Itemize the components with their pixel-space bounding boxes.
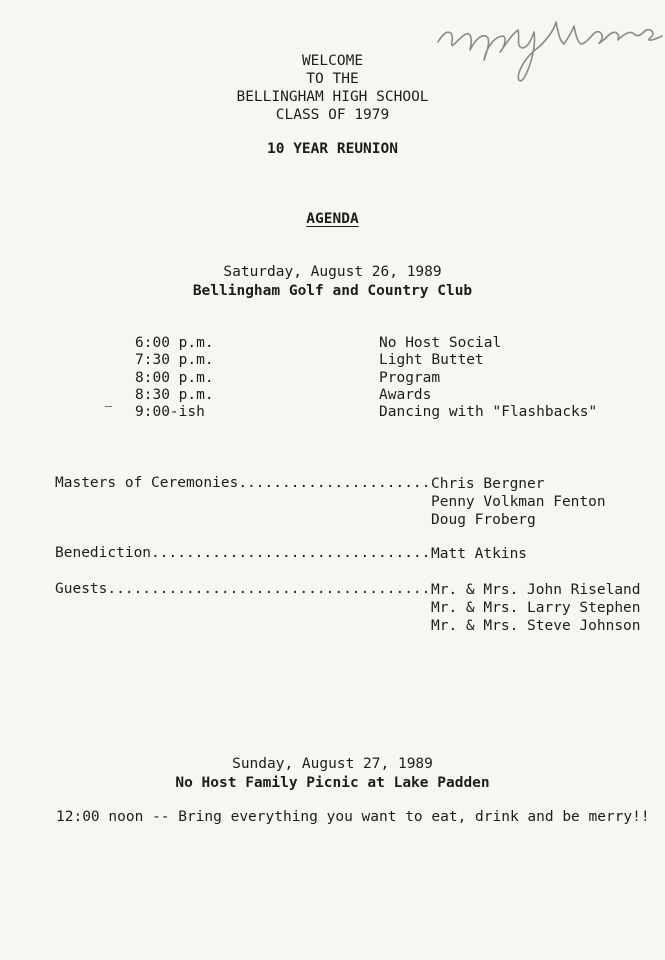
- agenda-heading: [0, 211, 665, 228]
- schedule-event: Awards: [379, 387, 432, 403]
- role-label: Benediction................................: [55, 545, 431, 561]
- welcome-line-3: BELLINGHAM HIGH SCHOOL: [236, 89, 429, 105]
- role-name: Matt Atkins: [431, 546, 528, 562]
- welcome-line-4: CLASS OF 1979: [275, 107, 390, 123]
- schedule-event: Program: [379, 370, 441, 386]
- schedule-time: 7:30 p.m.: [135, 352, 214, 368]
- role-label: Guests.....................................: [55, 581, 431, 597]
- role-name: Mr. & Mrs. John Riseland: [431, 582, 641, 598]
- role-name: Penny Volkman Fenton: [431, 494, 606, 510]
- agenda-heading-text: AGENDA: [306, 211, 359, 227]
- saturday-date: Saturday, August 26, 1989: [223, 264, 442, 280]
- schedule-event: Light Buttet: [379, 352, 484, 368]
- role-name: Doug Froberg: [431, 512, 536, 528]
- sunday-note: 12:00 noon -- Bring everything you want to eat, drink and be merry!!: [56, 809, 650, 825]
- schedule-time: 9:00-ish: [135, 404, 205, 420]
- welcome-line-2: TO THE: [306, 71, 359, 87]
- schedule-time: 6:00 p.m.: [135, 335, 214, 351]
- role-name: Chris Bergner: [431, 476, 545, 492]
- role-name: Mr. & Mrs. Larry Stephen: [431, 600, 641, 616]
- paper-speck: [105, 406, 112, 407]
- role-label: Masters of Ceremonies......................: [55, 475, 431, 491]
- schedule-event: Dancing with "Flashbacks": [379, 404, 598, 420]
- schedule-time: 8:00 p.m.: [135, 370, 214, 386]
- welcome-line-1: WELCOME: [301, 53, 364, 69]
- reunion-title: 10 YEAR REUNION: [267, 141, 398, 157]
- sunday-date: Sunday, August 27, 1989: [232, 756, 433, 772]
- sunday-event: No Host Family Picnic at Lake Padden: [175, 775, 490, 791]
- schedule-time: 8:30 p.m.: [135, 387, 214, 403]
- role-name: Mr. & Mrs. Steve Johnson: [431, 618, 641, 634]
- schedule-event: No Host Social: [379, 335, 502, 351]
- saturday-venue: Bellingham Golf and Country Club: [192, 283, 473, 299]
